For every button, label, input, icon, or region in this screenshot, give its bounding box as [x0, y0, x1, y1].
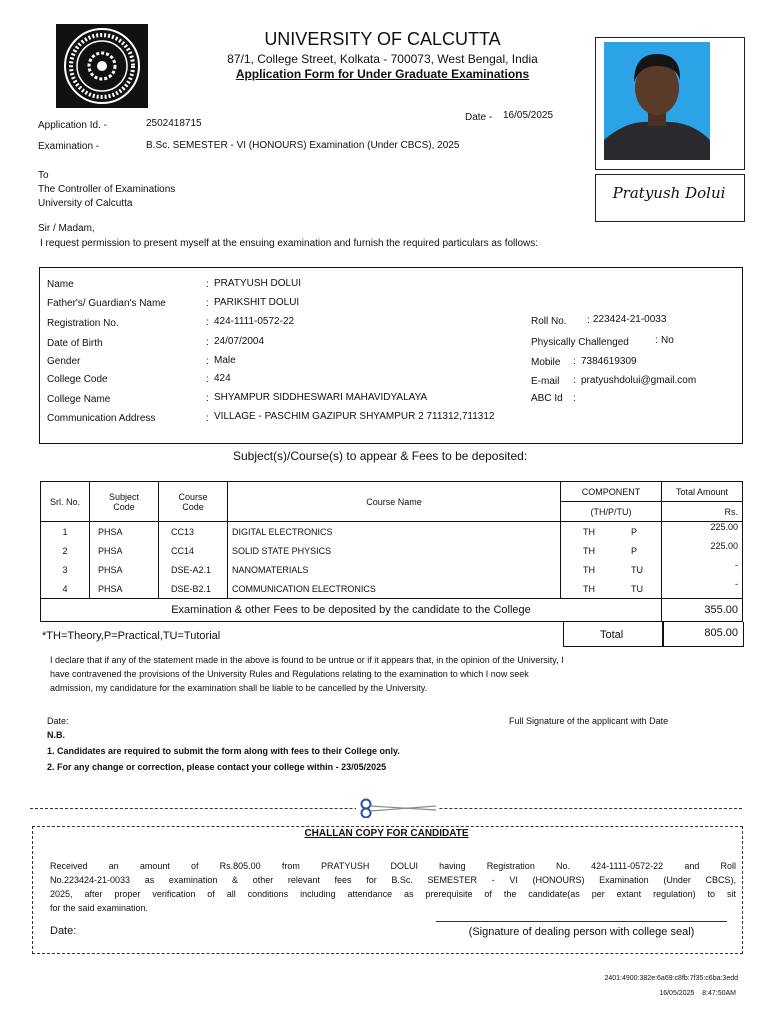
challan-date-label: Date: — [50, 925, 77, 937]
roll-label: Roll No. — [531, 316, 567, 327]
letter-address-1: The Controller of Examinations — [38, 184, 176, 195]
college-name-label: College Name — [47, 394, 111, 405]
gender-label: Gender — [47, 356, 81, 367]
university-name: UNIVERSITY OF CALCUTTA — [264, 29, 501, 49]
table-row: 4 PHSA DSE-B2.1 COMMUNICATION ELECTRONICS TH TU - — [41, 579, 743, 599]
address-label: Communication Address — [47, 413, 156, 424]
examination-value: B.Sc. SEMESTER - VI (HONOURS) Examination (Under CBCS), 2025 — [146, 140, 460, 151]
university-seal-icon — [56, 24, 148, 108]
header-total-amount: Total Amount — [662, 482, 743, 502]
email-label: E-mail — [531, 376, 560, 387]
other-fees-amount: 355.00 — [662, 599, 743, 622]
other-fees-label: Examination & other Fees to be deposited by the candidate to the College — [41, 599, 662, 622]
table-row: 2 PHSA CC14 SOLID STATE PHYSICS TH P 225.00 — [41, 541, 743, 560]
full-signature-label: Full Signature of the applicant with Date — [509, 716, 669, 726]
challan-title: CHALLAN COPY FOR CANDIDATE — [304, 828, 469, 839]
letter-request: I request permission to present myself at the ensuing examination and furnish the required particulars as follows: — [40, 238, 539, 249]
college-code-label: College Code — [47, 374, 108, 385]
name-value: PRATYUSH DOLUI — [214, 278, 302, 289]
registration-value: 424-1111-0572-22 — [214, 316, 295, 327]
table-row: 3 PHSA DSE-A2.1 NANOMATERIALS TH TU - — [41, 560, 743, 579]
registration-label: Registration No. — [47, 318, 119, 329]
roll-value: 223424-21-0033 — [593, 314, 667, 325]
university-address: 87/1, College Street, Kolkata - 700073, West Bengal, India — [227, 52, 538, 66]
header-component: COMPONENT — [561, 482, 662, 502]
header-subject-code: Subject Code — [90, 482, 159, 522]
nb-item-2: 2. For any change or correction, please contact your college within - 23/05/2025 — [47, 762, 387, 772]
address-value: VILLAGE - PASCHIM GAZIPUR SHYAMPUR 2 711312,711312 — [214, 411, 495, 422]
physically-challenged-label: Physically Challenged — [531, 337, 629, 348]
letter-to: To — [38, 170, 49, 181]
dob-label: Date of Birth — [47, 338, 103, 349]
table-row: 1 PHSA CC13 DIGITAL ELECTRONICS TH P 225.00 — [41, 522, 743, 542]
fees-table — [40, 481, 743, 622]
application-id: 2502418715 — [146, 118, 202, 129]
college-name-value: SHYAMPUR SIDDHESWARI MAHAVIDYALAYA — [214, 392, 428, 403]
header-course-code: Course Code — [159, 482, 228, 522]
scissors-icon — [356, 798, 438, 818]
header-component-sub: (TH/P/TU) — [561, 502, 662, 522]
physically-challenged-value: No — [661, 335, 674, 346]
dob-value: 24/07/2004 — [214, 336, 265, 347]
form-title: Application Form for Under Graduate Examinations — [235, 67, 530, 81]
application-id-label: Application Id. - — [38, 120, 107, 131]
challan-signature-label: (Signature of dealing person with college seal) — [468, 926, 695, 938]
letter-address-2: University of Calcutta — [38, 198, 133, 209]
applicant-photo — [604, 42, 710, 160]
subjects-title: Subject(s)/Course(s) to appear & Fees to be deposited: — [233, 449, 528, 463]
challan-signature-line — [436, 921, 727, 922]
declaration-text: I declare that if any of the statement made in the above is found to be untrue or if it appears that, in the opinion of the University, I have contravened the provisions of the University Rules and Regulations relating to the examination to which I now seek admission, my candidature for the examination shall be liable to be cancelled by the University. — [50, 655, 564, 693]
university-logo — [56, 24, 148, 108]
footer-ip: 2401:4900:382e:6a69:c8fb:7f35:c6ba:3edd — [604, 975, 738, 982]
gender-value: Male — [214, 355, 236, 366]
applicant-date-label: Date: — [47, 716, 69, 726]
footer-datetime: 16/05/2025 8:47:50AM — [659, 990, 736, 997]
header-rs: Rs. — [662, 502, 743, 522]
father-value: PARIKSHIT DOLUI — [214, 297, 300, 308]
father-label: Father's/ Guardian's Name — [47, 298, 166, 309]
college-code-value: 424 — [214, 373, 231, 384]
mobile-label: Mobile — [531, 357, 561, 368]
component-legend: *TH=Theory,P=Practical,TU=Tutorial — [42, 630, 221, 642]
applicant-signature: Pratyush Dolui — [612, 184, 726, 202]
challan-text: Received an amount of Rs.805.00 from PRATYUSH DOLUI having Registration No. 424-1111-0572-22 and Roll No.223424-21-0033 as examination & other relevant fees for B.Sc. SEMESTER - VI (HONOURS) Examination (Under CBCS), 2025, after proper verification of all conditions including attendance as prerequisite of the candidate(as per extant regulation) to sit for the said examination. — [50, 861, 736, 913]
nb-title: N.B. — [47, 730, 65, 740]
nb-item-1: 1. Candidates are required to submit the form along with fees to their College only. — [47, 746, 400, 756]
abc-id-label: ABC Id — [531, 393, 563, 404]
examination-label: Examination - — [38, 141, 100, 152]
date-label: Date - — [465, 112, 493, 123]
email-value: pratyushdolui@gmail.com — [581, 375, 697, 386]
mobile-value: 7384619309 — [581, 356, 637, 367]
total-amount: 805.00 — [704, 627, 738, 639]
name-label: Name — [47, 279, 74, 290]
total-label: Total — [600, 629, 624, 641]
header-course-name: Course Name — [228, 482, 561, 522]
letter-salutation: Sir / Madam, — [38, 223, 95, 234]
date-value: 16/05/2025 — [503, 110, 554, 121]
header-srl: Srl. No. — [41, 482, 90, 522]
